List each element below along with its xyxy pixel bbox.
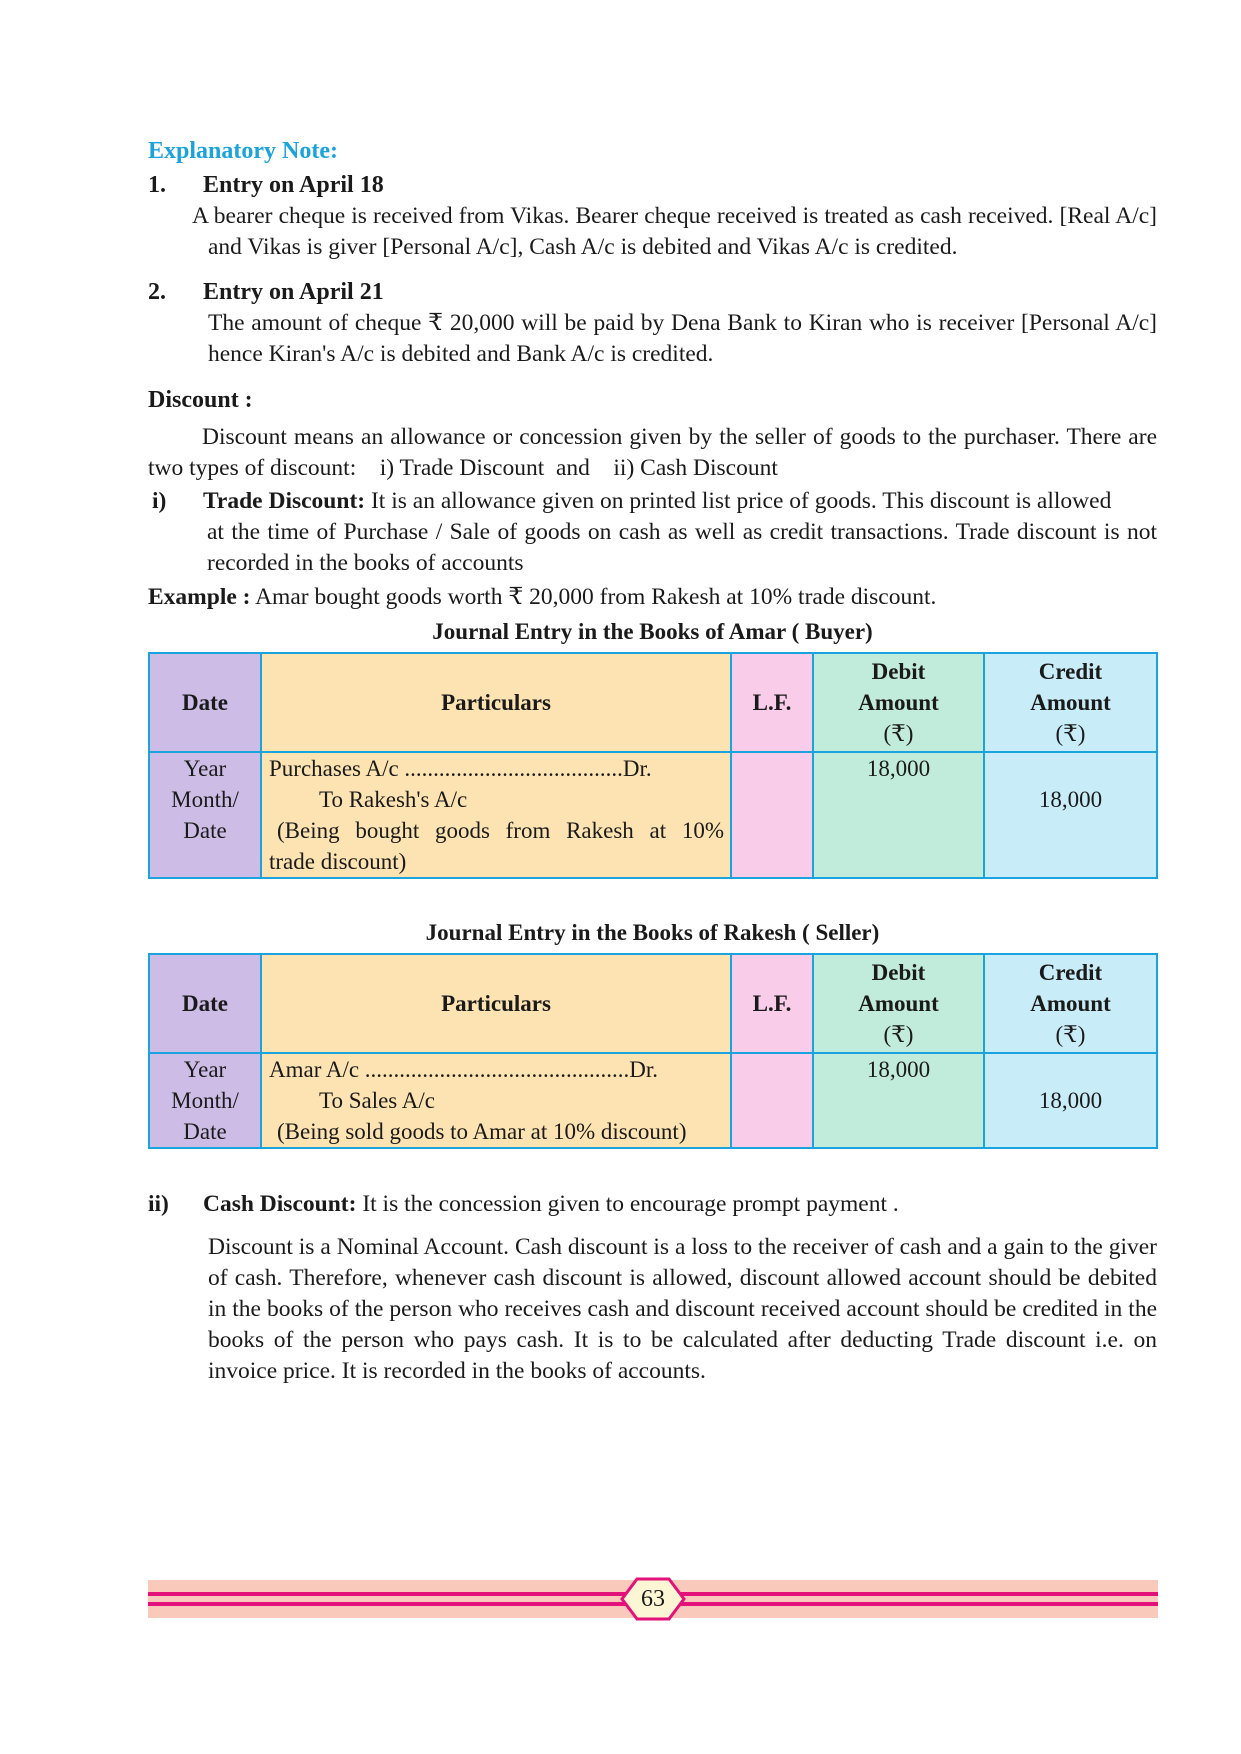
cell-lf xyxy=(731,752,813,878)
credit-amount: 18,000 xyxy=(1038,1088,1103,1113)
trade-discount-label: Trade Discount: xyxy=(203,488,366,514)
table-row xyxy=(149,752,1157,878)
page-content xyxy=(148,136,1163,1387)
debit-amount: 18,000 xyxy=(866,756,931,781)
table-row xyxy=(149,1053,1157,1148)
entry-1-heading xyxy=(148,170,1157,201)
cell-particulars xyxy=(261,1053,731,1148)
example-label: Example : xyxy=(148,584,251,610)
entry-2-title: Entry on April 21 xyxy=(203,279,384,305)
credit-account-line: To Rakesh's A/c xyxy=(319,787,468,812)
entry-1-title: Entry on April 18 xyxy=(203,172,384,198)
entry-2-heading xyxy=(148,277,1157,308)
cell-credit-amount xyxy=(984,752,1157,878)
date-month: Month/ xyxy=(171,787,239,812)
cell-debit-amount xyxy=(813,752,984,878)
cash-discount-label: Cash Discount: xyxy=(203,1191,357,1217)
example-line xyxy=(148,582,1157,613)
trade-discount-continued: at the time of Purchase / Sale of goods on cash as well as credit transactions. Trade discount is not recorded in the books of accounts xyxy=(207,519,1157,576)
date-year: Year xyxy=(183,756,227,781)
header-debit-line3: (₹) xyxy=(883,721,914,746)
date-date: Date xyxy=(183,1119,227,1144)
header-debit-line2: Amount xyxy=(858,690,939,715)
header-date: Date xyxy=(149,653,261,752)
narration-line-2: trade discount) xyxy=(269,849,407,874)
journal-buyer-title: Journal Entry in the Books of Amar ( Buyer) xyxy=(432,619,873,644)
header-date: Date xyxy=(149,954,261,1053)
cell-date xyxy=(149,1053,261,1148)
header-debit-line3: (₹) xyxy=(883,1022,914,1047)
cell-lf xyxy=(731,1053,813,1148)
cash-discount-number: ii) xyxy=(148,1191,169,1217)
discount-heading: Discount : xyxy=(148,387,253,413)
header-credit-line3: (₹) xyxy=(1055,721,1086,746)
journal-table-buyer xyxy=(148,652,1158,879)
header-lf: L.F. xyxy=(731,954,813,1053)
header-particulars: Particulars xyxy=(261,954,731,1053)
debit-amount: 18,000 xyxy=(866,1057,931,1082)
cell-credit-amount xyxy=(984,1053,1157,1148)
credit-amount: 18,000 xyxy=(1038,787,1103,812)
discount-intro: Discount means an allowance or concession given by the seller of goods to the purchaser. There are two types of discount: i) Trade Discount and ii) Cash Discount xyxy=(148,424,1163,481)
date-month: Month/ xyxy=(171,1088,239,1113)
header-debit-line1: Debit xyxy=(871,659,926,684)
trade-discount-number: i) xyxy=(152,488,167,514)
narration-line-1: (Being sold goods to Amar at 10% discount) xyxy=(277,1119,687,1144)
header-credit-line2: Amount xyxy=(1030,690,1111,715)
date-year: Year xyxy=(183,1057,227,1082)
trade-discount-row xyxy=(148,486,1157,517)
header-credit xyxy=(984,653,1157,752)
journal-seller-title: Journal Entry in the Books of Rakesh ( Seller) xyxy=(425,920,880,945)
credit-account-line: To Sales A/c xyxy=(319,1088,435,1113)
header-lf: L.F. xyxy=(731,653,813,752)
header-credit-line3: (₹) xyxy=(1055,1022,1086,1047)
trade-discount-text: It is an allowance given on printed list price of goods. This discount is allowed xyxy=(365,488,1112,514)
cash-discount-first-line xyxy=(203,1189,899,1220)
narration-line-1: (Being bought goods from Rakesh at 10% xyxy=(277,818,724,843)
explanatory-note-title: Explanatory Note: xyxy=(148,138,338,164)
journal-table-seller xyxy=(148,953,1158,1149)
cash-discount-text: It is the concession given to encourage prompt payment . xyxy=(356,1191,899,1217)
trade-discount-first-line xyxy=(203,486,1157,517)
table-header-row xyxy=(149,653,1157,752)
entry-2-text: The amount of cheque ₹ 20,000 will be paid by Dena Bank to Kiran who is receiver [Personal A/c] hence Kiran's A/c is debited and Bank A/c is credited. xyxy=(208,310,1157,367)
debit-account-line: Amar A/c ..............................................Dr. xyxy=(269,1057,659,1082)
cell-particulars xyxy=(261,752,731,878)
header-debit xyxy=(813,653,984,752)
cell-debit-amount xyxy=(813,1053,984,1148)
header-credit xyxy=(984,954,1157,1053)
header-debit-line1: Debit xyxy=(871,960,926,985)
header-debit-line2: Amount xyxy=(858,991,939,1016)
header-credit-line1: Credit xyxy=(1038,960,1103,985)
cash-discount-row xyxy=(148,1189,1157,1220)
entry-1-number: 1. xyxy=(148,172,166,198)
page-number: 63 xyxy=(641,1586,665,1612)
example-text: Amar bought goods worth ₹ 20,000 from Rakesh at 10% trade discount. xyxy=(250,584,937,610)
date-date: Date xyxy=(183,818,227,843)
header-particulars: Particulars xyxy=(261,653,731,752)
cell-date xyxy=(149,752,261,878)
debit-account-line: Purchases A/c ......................................Dr. xyxy=(269,756,652,781)
table-header-row xyxy=(149,954,1157,1053)
header-credit-line2: Amount xyxy=(1030,991,1111,1016)
cash-discount-body: Discount is a Nominal Account. Cash discount is a loss to the receiver of cash and a gain to the giver of cash. Therefore, whenever cash discount is allowed, discount allowed account should be debited in the books of the person who receives cash and discount received account should be credited in the books of the person who pays cash. It is to be calculated after deducting Trade discount i.e. on invoice price. It is recorded in the books of accounts. xyxy=(208,1234,1157,1384)
page-footer xyxy=(148,1580,1158,1618)
header-credit-line1: Credit xyxy=(1038,659,1103,684)
entry-2-number: 2. xyxy=(148,279,166,305)
header-debit xyxy=(813,954,984,1053)
entry-1-text: A bearer cheque is received from Vikas. Bearer cheque received is treated as cash received. [Real A/c] and Vikas is giver [Personal A/c], Cash A/c is debited and Vikas A/c is credited. xyxy=(192,203,1157,260)
